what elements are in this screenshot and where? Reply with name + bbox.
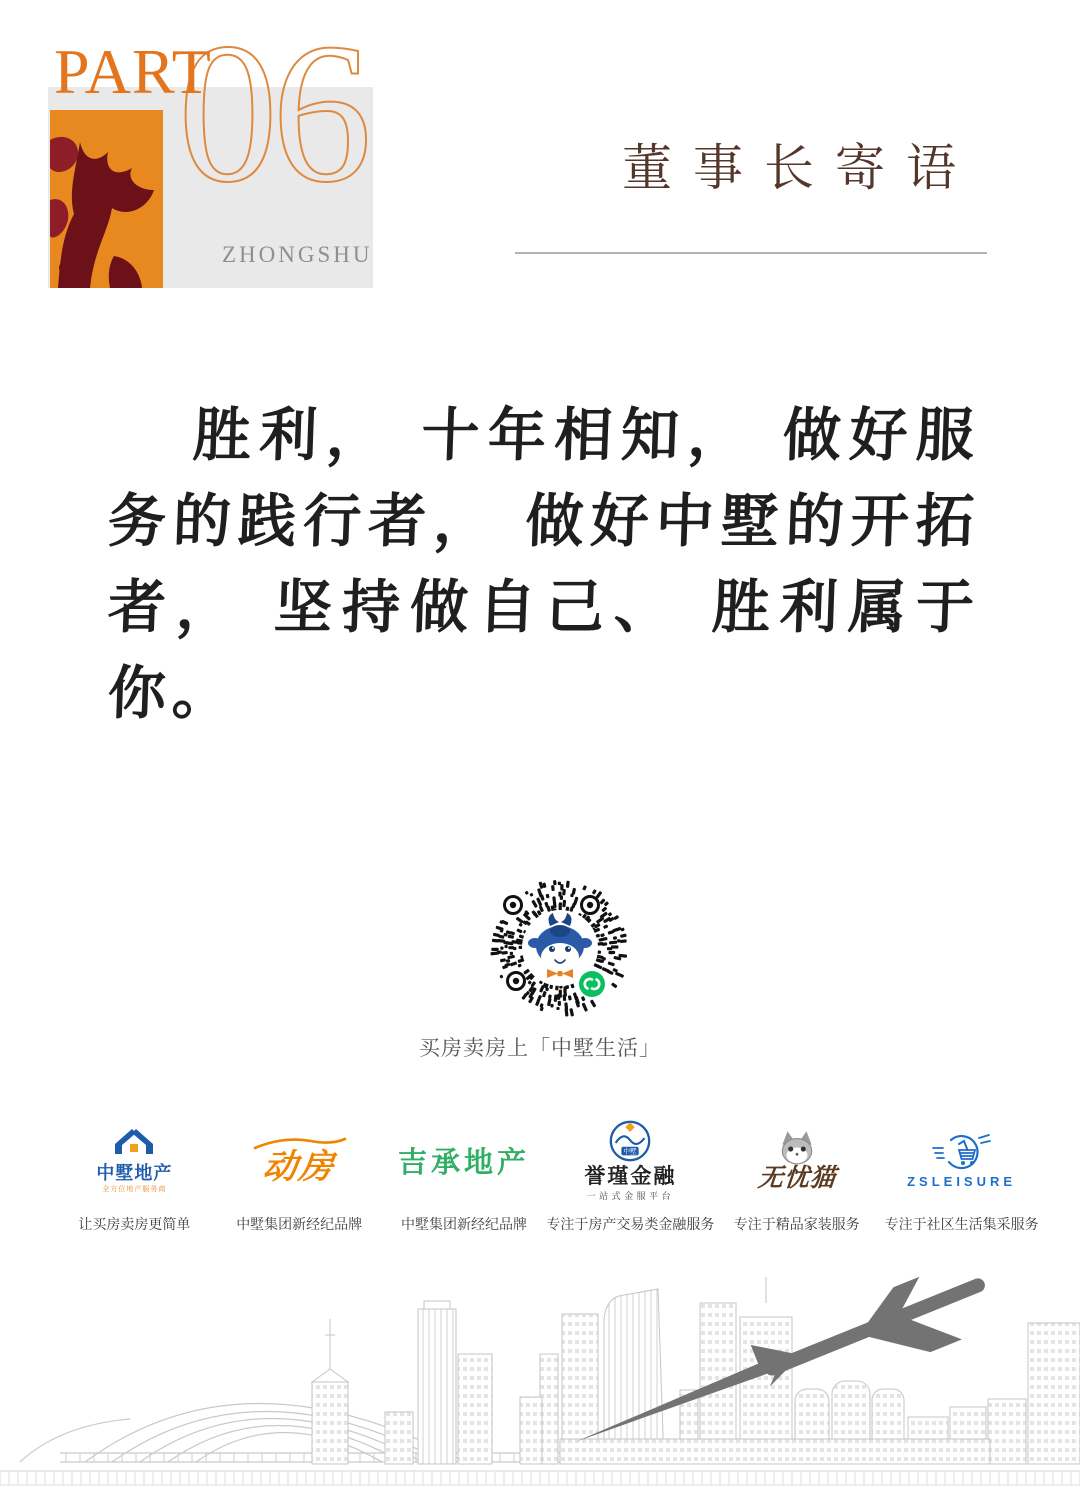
brand-zhongshu-realty <box>52 1112 217 1234</box>
brand-english-name: ZHONGSHU <box>222 242 373 267</box>
brand-tagline: 中墅集团新经纪品牌 <box>236 1216 363 1232</box>
brand-name: 无忧猫 <box>756 1163 838 1192</box>
zhongshu-house-icon <box>111 1126 157 1164</box>
page-title: 董事长寄语 <box>622 140 977 196</box>
svg-text:中墅: 中墅 <box>623 1148 638 1156</box>
brand-tagline: 专注于房产交易类金融服务 <box>546 1216 715 1232</box>
buildings <box>312 1277 1080 1464</box>
brand-zsleisure <box>879 1112 1044 1234</box>
wechat-miniprogram-badge-icon <box>579 971 605 997</box>
cat-icon <box>776 1130 818 1166</box>
message-line: 务的践行者， 做好中墅的开拓 <box>106 487 982 555</box>
brand-tagline: 让买房卖房更简单 <box>78 1216 191 1232</box>
qr-eye <box>505 897 522 914</box>
part-number-outline: 06 <box>178 3 366 224</box>
brand-name: 动房 <box>261 1148 338 1186</box>
message-line: 胜利， 十年相知， 做好服 <box>191 401 982 469</box>
message-line: 你。 <box>106 659 238 727</box>
brand-tagline: 专注于精品家装服务 <box>733 1216 860 1232</box>
brand-yujin-finance <box>546 1112 714 1234</box>
qr-code[interactable] <box>488 876 632 1020</box>
brand-tagline: 专注于社区生活集采服务 <box>884 1216 1039 1232</box>
brand-subtitle: 一站式金服平台 <box>586 1191 675 1202</box>
part-label: PART <box>54 36 212 107</box>
brand-dongfang <box>217 1112 382 1234</box>
qr-eye <box>582 897 599 914</box>
title-underline <box>515 252 987 254</box>
qr-caption: 买房卖房上「中墅生活」 <box>419 1037 661 1060</box>
brand-name: 中墅地产 <box>96 1163 173 1184</box>
brand-tagline: 中墅集团新经纪品牌 <box>400 1216 527 1232</box>
brand-subtitle: 全方位地产服务商 <box>102 1185 167 1193</box>
ground-strip <box>0 1471 1080 1485</box>
brand-name: ZSLEISURE <box>907 1173 1017 1189</box>
brand-row <box>52 1112 1044 1234</box>
yujin-finance-icon <box>607 1118 653 1164</box>
chairman-message <box>108 392 980 736</box>
flower-image <box>50 110 163 288</box>
city-skyline <box>0 1257 1080 1492</box>
brand-jicheng-realty <box>382 1112 547 1234</box>
qr-eye <box>508 973 525 990</box>
brand-name: 吉承地产 <box>397 1146 530 1179</box>
brand-name: 誉瑾金融 <box>584 1164 677 1188</box>
brand-wuyoumao <box>714 1112 879 1234</box>
message-line: 者， 坚持做自己、 胜利属于 <box>106 573 982 641</box>
shopping-cart-icon <box>931 1132 993 1174</box>
